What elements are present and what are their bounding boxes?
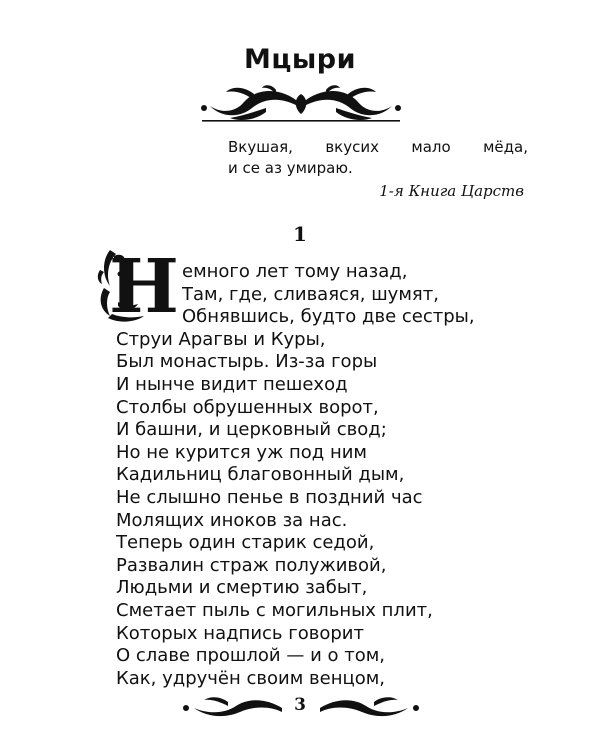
verse-line: Сметает пыль с могильных плит, [116, 599, 433, 621]
verse-line: Развалин страж полуживой, [116, 554, 387, 576]
verse-line: Молящих иноков за нас. [116, 509, 348, 531]
page-number: 3 [294, 695, 306, 715]
poem-verse [116, 261, 536, 690]
epigraph-line-2: и се аз умираю. [228, 159, 353, 177]
epigraph-word: вкусих [325, 138, 379, 156]
poem-title: Мцыри [243, 44, 357, 75]
epigraph-source: 1-я Книга Царств [379, 182, 524, 200]
verse-line: Струи Арагвы и Куры, [116, 328, 326, 350]
verse-line: И нынче видит пешеход [116, 373, 348, 395]
verse-line: Теперь один старик седой, [116, 532, 375, 554]
verse-line: Как, удручён своим венцом, [116, 667, 386, 689]
verse-line: И башни, и церковный свод; [116, 419, 387, 441]
epigraph-word: мало [411, 138, 451, 156]
epigraph [228, 137, 528, 202]
title-ornament [196, 84, 406, 124]
epigraph-line-1 [228, 137, 528, 158]
verse-line: Но не курится уж под ним [116, 441, 367, 463]
verse-line: Был монастырь. Из-за горы [116, 351, 378, 373]
verse-line: Столбы обрушенных ворот, [116, 396, 379, 418]
drop-cap-letter: Н [109, 246, 179, 324]
epigraph-word: Вкушая, [228, 138, 293, 156]
verse-line: Не слышно пенье в поздний час [116, 486, 423, 508]
verse-line: Которых надпись говорит [116, 622, 364, 644]
verse-line: емного лет тому назад, [182, 261, 408, 282]
verse-line: Людьми и смертию забыт, [116, 577, 368, 599]
verse-line: Там, где, сливаяся, шумят, [182, 283, 439, 305]
verse-line: О славе прошлой — и о том, [116, 645, 386, 667]
verse-line: Кадильниц благовонный дым, [116, 464, 405, 486]
epigraph-word: мёда, [483, 138, 528, 156]
page-footer [0, 692, 600, 722]
chapter-number: 1 [293, 222, 307, 246]
verse-line: Обнявшись, будто две сестры, [182, 306, 475, 328]
